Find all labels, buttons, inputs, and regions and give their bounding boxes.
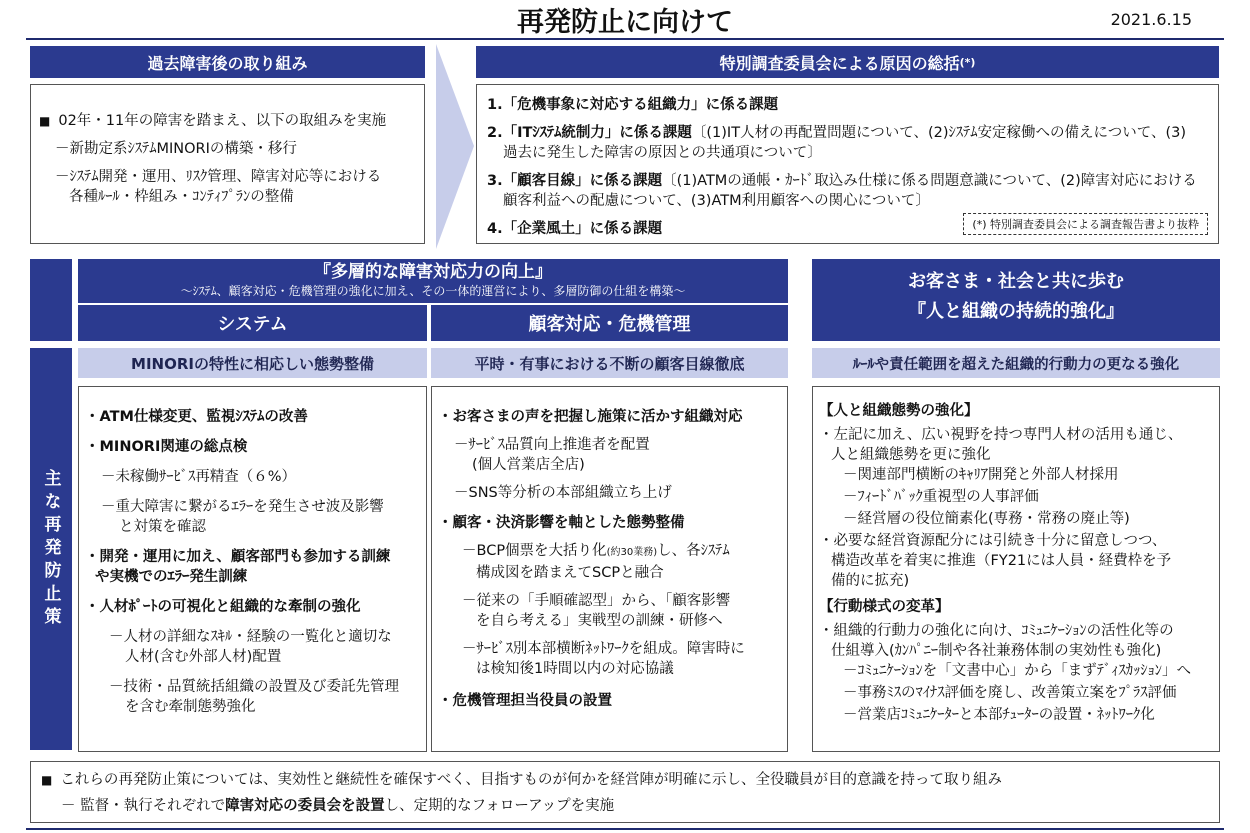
right-line-6: －経営層の役位簡素化(専務・常務の廃止等) (843, 511, 1130, 527)
system-line-11: －技術・品質統括組織の設置及び委託先管理 (109, 679, 399, 695)
system-line-4: －重大障害に繋がるｴﾗｰを発生させ波及影響 (101, 499, 384, 515)
right-heading (812, 259, 1220, 341)
right-line-4: －関連部門横断のｷｬﾘｱ開発と外部人材採用 (843, 467, 1119, 483)
bottom-divider (26, 828, 1224, 830)
committee-item-3: 3.「顧客目線」に係る課題〔(1)ATMの通帳・ｶｰﾄﾞ取込み仕様に係る問題意識について、(2)障害対応における (487, 173, 1197, 189)
right-line-5: －ﾌｨｰﾄﾞﾊﾞｯｸ重視型の人事評価 (843, 489, 1039, 505)
system-line-12: を含む牽制態勢強化 (125, 699, 256, 715)
right-heading-line-2: 『人と組織の持続的強化』 (908, 301, 1124, 322)
customer-line-4: －SNS等分析の本部組織立ち上げ (454, 485, 672, 501)
system-line-7: や実機でのｴﾗｰ発生訓練 (95, 569, 248, 585)
past-line-4: 各種ﾙｰﾙ・枠組み・ｺﾝﾃｨﾌﾟﾗﾝの整備 (69, 189, 294, 205)
customer-line-9: を自ら考える」実戦型の訓練・研修へ (476, 613, 723, 629)
system-line-6: ・開発・運用に加え、顧客部門も参加する訓練 (85, 549, 391, 565)
committee-item-1: 1.「危機事象に対応する組織力」に係る課題 (487, 97, 779, 113)
committee-item-2: 2.「ITｼｽﾃﾑ統制力」に係る課題〔(1)IT人材の再配置問題について、(2)ｼｽﾃﾑ安定稼働への備えについて、(3) (487, 125, 1186, 141)
footer-box (30, 761, 1220, 823)
system-box (78, 386, 427, 752)
customer-line-5: ・顧客・決済影響を軸とした態勢整備 (438, 515, 685, 531)
right-line-2: ・左記に加え、広い視野を持つ専門人材の活用も通じ、 (819, 427, 1183, 443)
customer-line-2: －ｻｰﾋﾞｽ品質向上推進者を配置 (454, 437, 650, 453)
committee-note: (*) 特別調査委員会による調査報告書より抜粋 (963, 213, 1208, 235)
past-efforts-heading: 過去障害後の取り組み (30, 46, 425, 78)
multilayer-header (78, 259, 788, 303)
past-line-2: －新勘定系ｼｽﾃﾑMINORIの構築・移行 (55, 141, 297, 157)
system-subheading: MINORIの特性に相応しい態勢整備 (78, 348, 427, 378)
right-line-15: －営業店ｺﾐｭﾆｹｰﾀｰと本部ﾁｭｰﾀｰの設置・ﾈｯﾄﾜｰｸ化 (843, 707, 1155, 723)
customer-line-8: －従来の「手順確認型」から、「顧客影響 (462, 593, 731, 609)
right-line-8: 構造改革を着実に推進（FY21には人員・経費枠を予 (831, 553, 1172, 569)
committee-item-4: 4.「企業風土」に係る課題 (487, 221, 663, 237)
right-subheading: ﾙｰﾙや責任範囲を超えた組織的行動力の更なる強化 (812, 348, 1220, 378)
right-line-12: 仕組導入(ｶﾝﾊﾟﾆｰ制や各社兼務体制の実効性も強化) (831, 643, 1162, 659)
footer-line-2: － 監督・執行それぞれで障害対応の委員会を設置し、定期的なフォローアップを実施 (61, 798, 615, 814)
system-heading: システム (78, 305, 427, 341)
right-line-10: 【行動様式の変革】 (819, 599, 950, 615)
system-line-5: と対策を確認 (119, 519, 206, 535)
right-line-7: ・必要な経営資源配分には引続き十分に留意しつつ、 (819, 533, 1167, 549)
customer-line-1: ・お客さまの声を把握し施策に活かす組織対応 (438, 409, 743, 425)
right-line-14: －事務ﾐｽのﾏｲﾅｽ評価を廃し、改善策立案をﾌﾟﾗｽ評価 (843, 685, 1177, 701)
side-label: 主な再発防止策 (30, 348, 72, 750)
system-line-3: －未稼働ｻｰﾋﾞｽ再精査（６%） (101, 469, 297, 485)
right-line-1: 【人と組織態勢の強化】 (819, 403, 979, 419)
committee-heading: 特別調査委員会による原因の総括 (*) (476, 46, 1219, 78)
right-arrow-icon (436, 44, 474, 249)
multilayer-subtitle: ～ｼｽﾃﾑ、顧客対応・危機管理の強化に加え、その一体的運営により、多層防御の仕組を構築～ (180, 284, 686, 298)
customer-line-6: －BCP個票を大括り化(約30業務)し、各ｼｽﾃﾑ (462, 543, 730, 559)
side-label-top (30, 259, 72, 341)
customer-line-12: ・危機管理担当役員の設置 (438, 693, 612, 709)
customer-subheading: 平時・有事における不断の顧客目線徹底 (431, 348, 788, 378)
customer-line-10: －ｻｰﾋﾞｽ別本部横断ﾈｯﾄﾜｰｸを組成。障害時に (462, 641, 745, 657)
multilayer-title: 『多層的な障害対応力の向上』 (314, 262, 552, 282)
customer-line-3: (個人営業店全店) (472, 457, 585, 473)
right-heading-line-1: お客さま・社会と共に歩む (908, 271, 1124, 292)
system-line-8: ・人材ﾎﾟｰﾄの可視化と組織的な牽制の強化 (85, 599, 361, 615)
right-box (812, 386, 1220, 752)
document-date: 2021.6.15 (1110, 10, 1192, 29)
system-line-1: ・ATM仕様変更、監視ｼｽﾃﾑの改善 (85, 409, 308, 425)
past-line-3: －ｼｽﾃﾑ開発・運用、ﾘｽｸ管理、障害対応等における (55, 169, 382, 185)
right-line-13: －ｺﾐｭﾆｹｰｼｮﾝを「文書中心」から「まずﾃﾞｨｽｶｯｼｮﾝ」へ (843, 663, 1191, 679)
past-efforts-box (30, 84, 425, 244)
title-divider (26, 38, 1224, 40)
right-line-11: ・組織的行動力の強化に向け、ｺﾐｭﾆｹｰｼｮﾝの活性化等の (819, 623, 1174, 639)
customer-box (431, 386, 788, 752)
footer-line-1: ■ これらの再発防止策については、実効性と継続性を確保すべく、目指すものが何かを経営陣が明確に示し、全役職員が目的意識を持って取り組み (41, 770, 1219, 790)
committee-item-2-cont: 過去に発生した障害の原因との共通項について〕 (503, 145, 822, 161)
system-line-2: ・MINORI関連の総点検 (85, 439, 248, 455)
system-line-9: －人材の詳細なｽｷﾙ・経験の一覧化と適切な (109, 629, 392, 645)
committee-box (476, 84, 1219, 244)
committee-item-3-cont: 顧客利益への配慮について、(3)ATM利用顧客への関心について〕 (503, 193, 930, 209)
customer-heading: 顧客対応・危機管理 (431, 305, 788, 341)
right-line-3: 人と組織態勢を更に強化 (831, 447, 991, 463)
customer-line-11: は検知後1時間以内の対応協議 (476, 661, 674, 677)
customer-line-7: 構成図を踏まえてSCPと融合 (476, 565, 664, 581)
system-line-10: 人材(含む外部人材)配置 (125, 649, 282, 665)
past-line-1: ■ 02年・11年の障害を踏まえ、以下の取組みを実施 (39, 111, 424, 131)
right-line-9: 備的に拡充) (831, 573, 910, 589)
page-title: 再発防止に向けて (517, 6, 733, 38)
